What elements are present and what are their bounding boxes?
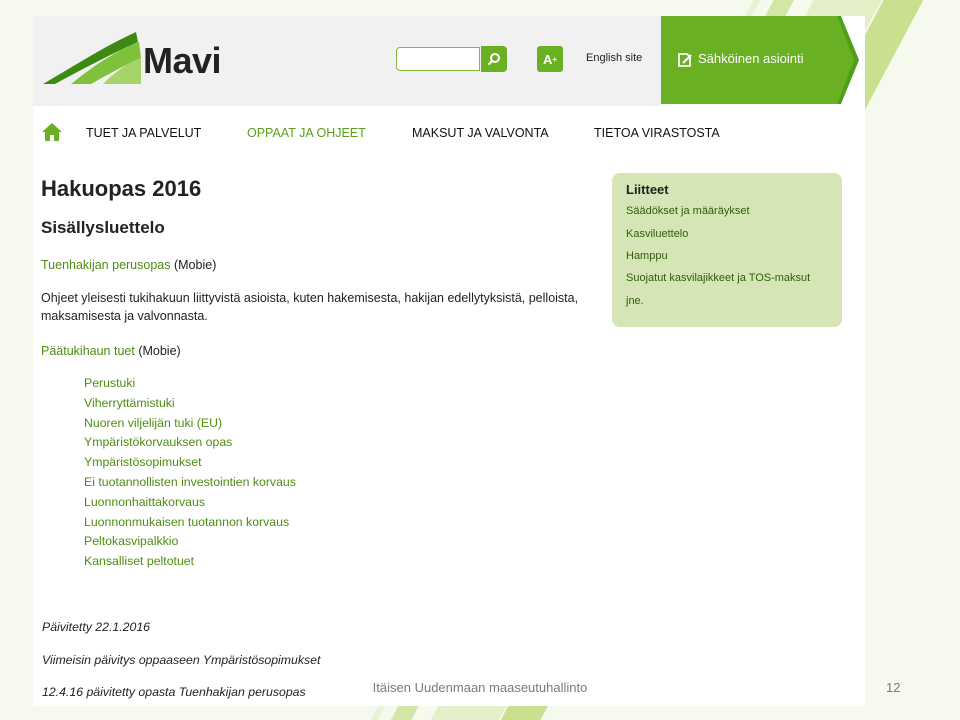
- main-link[interactable]: Päätukihaun tuet: [41, 344, 135, 358]
- list-item[interactable]: Ympäristökorvauksen opas: [84, 435, 233, 450]
- list-item[interactable]: Perustuki: [84, 376, 136, 390]
- search-input[interactable]: [396, 47, 480, 71]
- attachment-link[interactable]: jne.: [626, 295, 644, 307]
- attachments-title: Liitteet: [626, 182, 669, 197]
- list-item[interactable]: Kansalliset peltotuet: [84, 554, 195, 569]
- nav-item-tuet[interactable]: TUET JA PALVELUT: [86, 126, 202, 140]
- attachment-link[interactable]: Säädökset ja määräykset: [626, 205, 750, 217]
- document-edit-icon: [676, 51, 694, 69]
- list-item[interactable]: Luonnonmukaisen tuotannon korvaus: [84, 514, 290, 529]
- attachment-link[interactable]: Suojatut kasvilajikkeet ja TOS-maksut: [626, 272, 811, 284]
- font-size-button[interactable]: [537, 46, 563, 72]
- list-item[interactable]: Ympäristösopimukset: [84, 455, 202, 470]
- intro-line: Ohjeet yleisesti tukihakuun liittyvistä asioista, kuten hakemisesta, hakijan edellytyksistä, pelloista,: [41, 291, 579, 305]
- logo-text: Mavi: [143, 40, 222, 81]
- website-screenshot: [33, 16, 865, 706]
- home-icon[interactable]: [41, 122, 63, 142]
- guide-suffix: (Mobie): [173, 258, 217, 272]
- section-title: Sisällysluettelo: [41, 218, 165, 237]
- guide-link[interactable]: Tuenhakijan perusopas: [41, 258, 171, 272]
- plus-icon: +: [552, 54, 558, 64]
- main-nav: [33, 114, 865, 156]
- list-item[interactable]: Nuoren viljelijän tuki (EU): [84, 415, 223, 430]
- support-list: [84, 374, 296, 572]
- update-note: Viimeisin päivitys oppaaseen Ympäristösopimukset: [42, 653, 321, 667]
- main-paragraph: [41, 342, 181, 360]
- nav-item-tietoa[interactable]: TIETOA VIRASTOSTA: [594, 126, 720, 140]
- intro-line: maksamisesta ja valvonnasta.: [41, 309, 208, 323]
- list-item[interactable]: Ei tuotannollisten investointien korvaus: [84, 474, 296, 489]
- font-size-label: A: [542, 51, 553, 67]
- intro-paragraph: [41, 289, 578, 325]
- english-site-link[interactable]: English site: [586, 52, 643, 64]
- attachments-box: [612, 173, 842, 327]
- main-suffix: (Mobie): [138, 344, 181, 358]
- nav-item-maksut[interactable]: MAKSUT JA VALVONTA: [412, 126, 549, 140]
- slide-page-number: 12: [886, 680, 901, 695]
- update-note: Päivitetty 22.1.2016: [42, 620, 151, 634]
- search-button[interactable]: [481, 46, 507, 72]
- update-note: 12.4.16 päivitetty opasta Tuenhakijan perusopas: [42, 685, 306, 699]
- page-title: Hakuopas 2016: [41, 176, 202, 201]
- nav-item-oppaat[interactable]: OPPAAT JA OHJEET: [247, 126, 366, 140]
- list-item[interactable]: Peltokasvipalkkio: [84, 534, 179, 549]
- attachment-link[interactable]: Kasviluettelo: [626, 228, 689, 240]
- list-item[interactable]: Luonnonhaittakorvaus: [84, 494, 206, 509]
- search-icon: [487, 52, 501, 66]
- eservice-link[interactable]: Sähköinen asiointi: [698, 51, 804, 66]
- attachment-link[interactable]: Hamppu: [626, 250, 668, 262]
- header-bar: [33, 16, 661, 106]
- slide-footer: Itäisen Uudenmaan maaseutuhallinto: [372, 680, 588, 695]
- list-item[interactable]: Viherryttämistuki: [84, 395, 175, 410]
- guide-paragraph: [41, 256, 216, 274]
